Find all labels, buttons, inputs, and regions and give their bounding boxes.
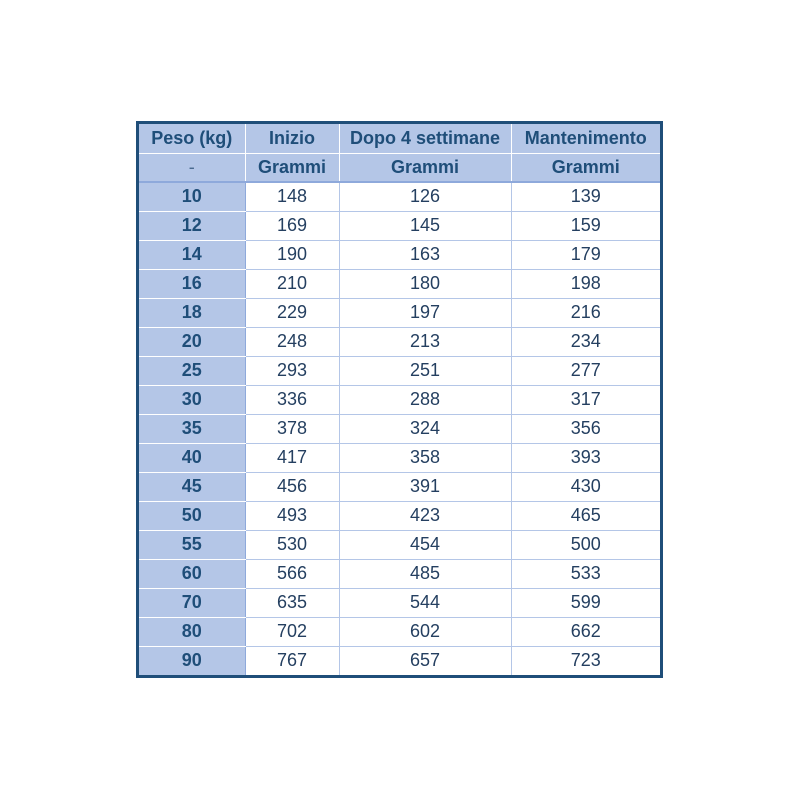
table-row <box>139 559 660 588</box>
table-cell: 336 <box>245 385 339 414</box>
row-weight-cell: 20 <box>139 327 245 356</box>
table-cell: 454 <box>339 530 511 559</box>
table-cell: 662 <box>511 617 660 646</box>
feeding-table <box>139 124 660 675</box>
table-cell: 602 <box>339 617 511 646</box>
row-weight-cell: 55 <box>139 530 245 559</box>
table-cell: 393 <box>511 443 660 472</box>
table-cell: 213 <box>339 327 511 356</box>
table-cell: 197 <box>339 298 511 327</box>
table-row <box>139 356 660 385</box>
row-weight-cell: 50 <box>139 501 245 530</box>
unit-cell-dopo-4-settimane: Grammi <box>339 153 511 182</box>
row-weight-cell: 45 <box>139 472 245 501</box>
table-cell: 465 <box>511 501 660 530</box>
table-cell: 234 <box>511 327 660 356</box>
table-cell: 544 <box>339 588 511 617</box>
table-cell: 180 <box>339 269 511 298</box>
table-cell: 599 <box>511 588 660 617</box>
table-row <box>139 588 660 617</box>
unit-cell-inizio: Grammi <box>245 153 339 182</box>
table-cell: 179 <box>511 240 660 269</box>
table-cell: 190 <box>245 240 339 269</box>
header-cell-mantenimento: Mantenimento <box>511 124 660 153</box>
table-cell: 248 <box>245 327 339 356</box>
table-row <box>139 646 660 675</box>
table-cell: 163 <box>339 240 511 269</box>
table-row <box>139 443 660 472</box>
table-cell: 485 <box>339 559 511 588</box>
row-weight-cell: 16 <box>139 269 245 298</box>
table-row <box>139 501 660 530</box>
table-cell: 456 <box>245 472 339 501</box>
row-weight-cell: 25 <box>139 356 245 385</box>
table-row <box>139 327 660 356</box>
table-cell: 702 <box>245 617 339 646</box>
table-cell: 493 <box>245 501 339 530</box>
header-row <box>139 124 660 153</box>
table-cell: 169 <box>245 211 339 240</box>
feeding-table-frame <box>136 121 663 678</box>
row-weight-cell: 14 <box>139 240 245 269</box>
table-cell: 277 <box>511 356 660 385</box>
unit-cell-peso: - <box>139 153 245 182</box>
header-cell-inizio: Inizio <box>245 124 339 153</box>
row-weight-cell: 12 <box>139 211 245 240</box>
table-cell: 356 <box>511 414 660 443</box>
row-weight-cell: 90 <box>139 646 245 675</box>
table-cell: 229 <box>245 298 339 327</box>
table-cell: 145 <box>339 211 511 240</box>
table-cell: 378 <box>245 414 339 443</box>
row-weight-cell: 80 <box>139 617 245 646</box>
table-cell: 423 <box>339 501 511 530</box>
unit-cell-mantenimento: Grammi <box>511 153 660 182</box>
table-cell: 251 <box>339 356 511 385</box>
row-weight-cell: 35 <box>139 414 245 443</box>
table-cell: 430 <box>511 472 660 501</box>
row-weight-cell: 70 <box>139 588 245 617</box>
row-weight-cell: 60 <box>139 559 245 588</box>
table-cell: 139 <box>511 182 660 211</box>
table-row <box>139 617 660 646</box>
table-row <box>139 182 660 211</box>
table-cell: 288 <box>339 385 511 414</box>
table-cell: 159 <box>511 211 660 240</box>
table-cell: 198 <box>511 269 660 298</box>
table-cell: 566 <box>245 559 339 588</box>
table-row <box>139 269 660 298</box>
table-row <box>139 472 660 501</box>
table-cell: 317 <box>511 385 660 414</box>
table-cell: 358 <box>339 443 511 472</box>
table-cell: 533 <box>511 559 660 588</box>
row-weight-cell: 10 <box>139 182 245 211</box>
table-cell: 767 <box>245 646 339 675</box>
table-row <box>139 530 660 559</box>
table-cell: 216 <box>511 298 660 327</box>
table-cell: 148 <box>245 182 339 211</box>
row-weight-cell: 40 <box>139 443 245 472</box>
table-cell: 324 <box>339 414 511 443</box>
row-weight-cell: 18 <box>139 298 245 327</box>
table-cell: 417 <box>245 443 339 472</box>
table-cell: 635 <box>245 588 339 617</box>
table-row <box>139 385 660 414</box>
table-row <box>139 240 660 269</box>
table-row <box>139 211 660 240</box>
table-cell: 293 <box>245 356 339 385</box>
table-row <box>139 414 660 443</box>
table-cell: 530 <box>245 530 339 559</box>
row-weight-cell: 30 <box>139 385 245 414</box>
table-cell: 723 <box>511 646 660 675</box>
table-cell: 657 <box>339 646 511 675</box>
table-cell: 391 <box>339 472 511 501</box>
unit-row <box>139 153 660 182</box>
table-row <box>139 298 660 327</box>
header-cell-dopo-4-settimane: Dopo 4 settimane <box>339 124 511 153</box>
table-cell: 126 <box>339 182 511 211</box>
table-cell: 500 <box>511 530 660 559</box>
table-body <box>139 182 660 675</box>
header-cell-peso: Peso (kg) <box>139 124 245 153</box>
table-cell: 210 <box>245 269 339 298</box>
